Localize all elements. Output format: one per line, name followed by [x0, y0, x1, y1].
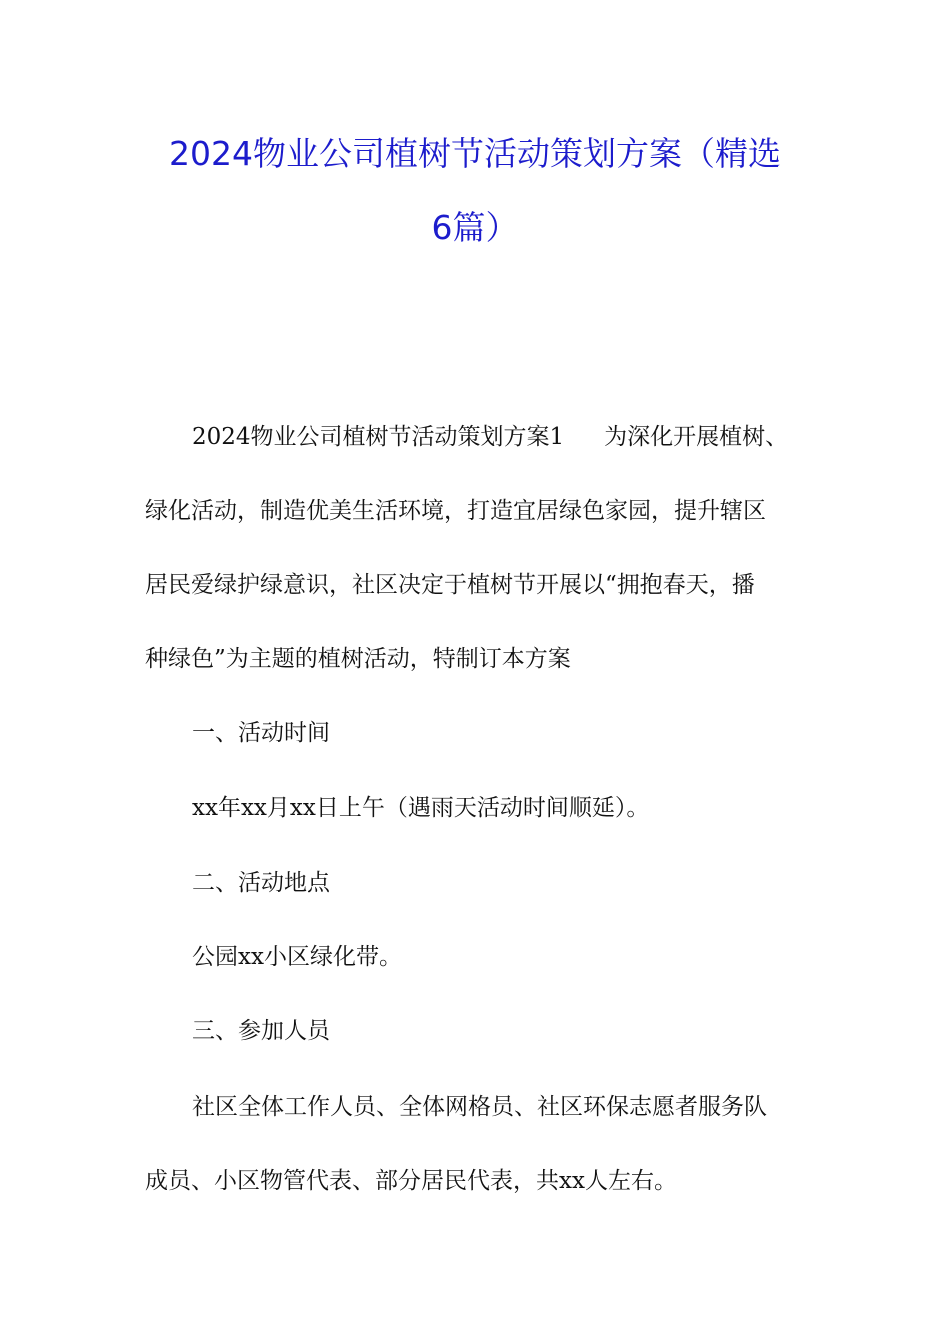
intro-heading: 2024物业公司植树节活动策划方案1 [192, 424, 565, 450]
intro-line-3: 居民爱绿护绿意识，社区决定于植树节开展以“拥抱春天，播 [145, 572, 755, 598]
section3-line-1: 社区全体工作人员、全体网格员、社区环保志愿者服务队 [192, 1094, 767, 1120]
section2-text: 公园xx小区绿化带。 [192, 944, 402, 970]
intro-first-line [192, 422, 788, 452]
section1-heading: 一、活动时间 [192, 720, 330, 746]
intro-line-4: 种绿色”为主题的植树活动，特制订本方案 [145, 646, 571, 672]
section3-line-2: 成员、小区物管代表、部分居民代表，共xx人左右。 [145, 1168, 677, 1194]
section3-heading: 三、参加人员 [192, 1018, 330, 1044]
intro-line-2: 绿化活动，制造优美生活环境，打造宜居绿色家园，提升辖区 [145, 498, 766, 524]
section1-text: xx年xx月xx日上午（遇雨天活动时间顺延）。 [192, 795, 650, 821]
section2-heading: 二、活动地点 [192, 870, 330, 896]
intro-line1-tail: 为深化开展植树、 [604, 424, 789, 450]
document-title-line-1: 2024物业公司植树节活动策划方案（精选 [169, 134, 781, 173]
document-title-line-2: 6篇） [431, 208, 519, 247]
